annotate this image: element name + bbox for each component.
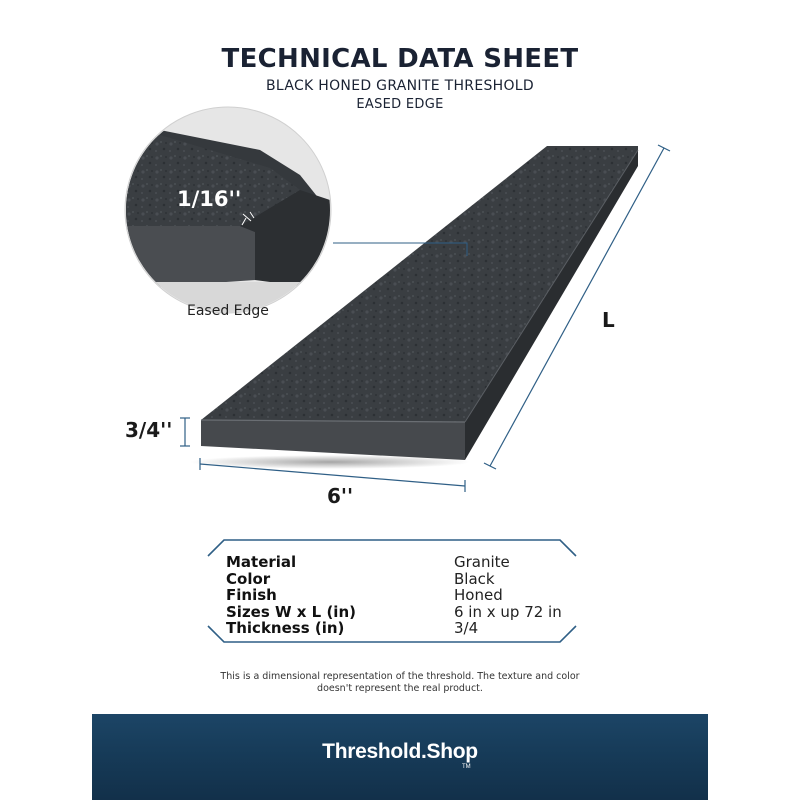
spec-label: Thickness (in): [226, 619, 345, 637]
spec-row-material: [226, 554, 566, 571]
length-label: L: [602, 308, 615, 332]
spec-label: Color: [226, 569, 271, 588]
spec-label: Finish: [226, 586, 277, 604]
eased-edge-caption: Eased Edge: [187, 303, 269, 319]
spec-label: Sizes W x L (in): [226, 602, 356, 621]
spec-value: 3/4: [454, 619, 479, 637]
thickness-label: 3/4'': [125, 418, 173, 442]
spec-row-thickness: [226, 620, 566, 637]
page-title: TECHNICAL DATA SHEET: [221, 44, 579, 74]
footer-banner: [92, 714, 708, 800]
trademark-mark: TM: [462, 764, 471, 770]
disclaimer: [0, 671, 800, 695]
disclaimer-line-2: doesn't represent the real product.: [317, 683, 483, 694]
spec-label: Material: [226, 553, 297, 571]
spec-row-sizes: [226, 604, 566, 621]
spec-row-color: [226, 571, 566, 588]
spec-value: Black: [454, 569, 495, 588]
edge-radius-label: 1/16'': [177, 187, 242, 211]
spec-value: Honed: [454, 586, 503, 604]
thickness-dimension: [180, 418, 190, 446]
product-name: BLACK HONED GRANITE THRESHOLD: [266, 78, 534, 94]
spec-table: [226, 554, 566, 637]
width-label: 6'': [327, 484, 354, 508]
spec-value: Granite: [454, 553, 510, 571]
brand-logo: Threshold.Shop: [322, 740, 478, 763]
disclaimer-line-1: This is a dimensional representation of the threshold. The texture and color: [220, 671, 580, 682]
spec-row-finish: [226, 587, 566, 604]
edge-type: EASED EDGE: [356, 97, 444, 112]
spec-value: 6 in x up 72 in: [454, 602, 562, 621]
slab-front-face: [201, 420, 465, 460]
